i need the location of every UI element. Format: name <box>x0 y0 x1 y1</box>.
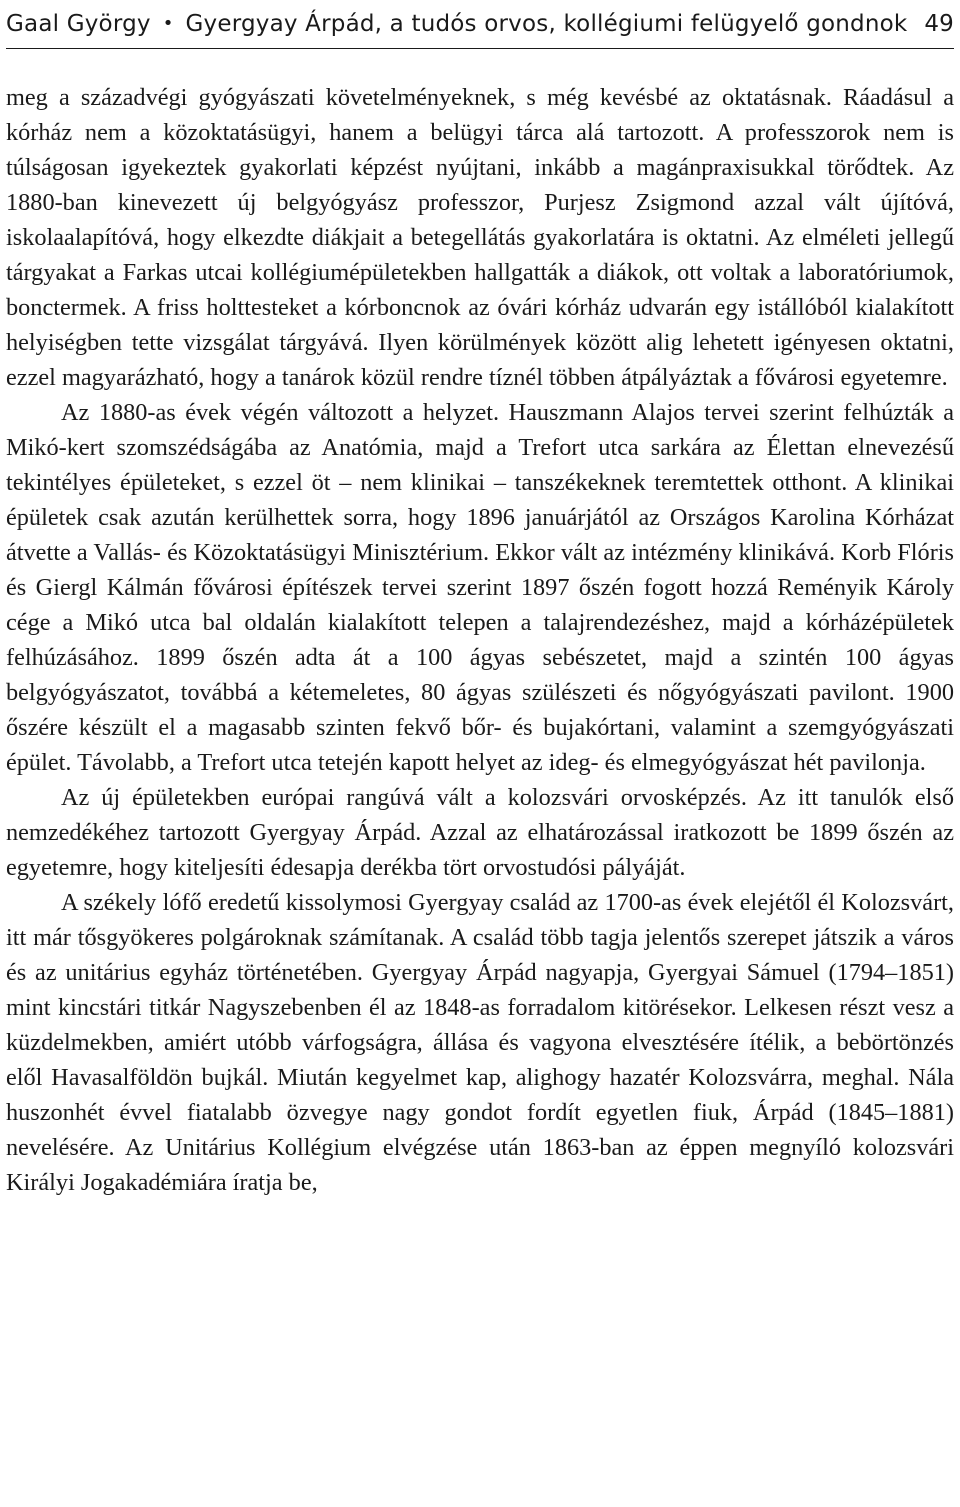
paragraph: meg a századvégi gyógyászati követelményeknek, s még kevésbé az oktatásnak. Ráadásul a kórház nem a közoktatásügyi, hanem a belügyi tárca alá tartozott. A professzorok nem is túlságosan igyekeztek gyakorlati képzést nyújtani, inkább a magánpraxisukkal törődtek. Az 1880-ban kinevezett új belgyógyász professzor, Purjesz Zsigmond azzal vált újítóvá, iskolaalapítóvá, hogy elkezdte diákjait a betegellátás gyakorlatára is oktatni. Az elméleti jellegű tárgyakat a Farkas utcai kollégiumépületekben hallgatták a diákok, ott voltak a laboratóriumok, bonctermek. A friss holttesteket a kórboncnok az óvári kórház udvarán egy istállóból kialakított helyiségben tette vizsgálat tárgyává. Ilyen körülmények között alig lehetett igényesen oktatni, ezzel magyarázható, hogy a tanárok közül rendre tíznél többen átpályáztak a fővárosi egyetemre. <box>6 84 954 391</box>
body-text <box>6 80 954 1200</box>
header-author: Gaal György <box>6 11 151 37</box>
header-rule <box>6 48 954 49</box>
page-number: 49 <box>924 11 954 37</box>
running-header <box>6 4 954 44</box>
paragraph: Az 1880-as évek végén változott a helyzet. Hauszmann Alajos tervei szerint felhúzták a Mikó-kert szomszédságába az Anatómia, majd a Trefort utca sarkára az Élettan elnevezésű tekintélyes épületeket, s ezzel öt – nem klinikai – tanszékeknek teremtettek otthont. A klinikai épületek csak azután kerülhettek sorra, hogy 1896 januárjától az Országos Karolina Kórházat átvette a Vallás- és Közoktatásügyi Minisztérium. Ekkor vált az intézmény klinikává. Korb Flóris és Giergl Kálmán fővárosi építészek tervei szerint 1897 őszén fogott hozzá Reményik Károly cége a Mikó utca bal oldalán kialakított telepen a talajrendezéshez, majd a kórházépületek felhúzásához. 1899 őszén adta át a 100 ágyas sebészetet, majd a szintén 100 ágyas belgyógyászatot, továbbá a kétemeletes, 80 ágyas szülészeti és nőgyógyászati pavilont. 1900 őszére készült el a magasabb szinten fekvő bőr- és bujakórtani, valamint a szemgyógyászati épület. Távolabb, a Trefort utca tetején kapott helyet az ideg- és elmegyógyászat hét pavilonja. <box>6 399 954 776</box>
paragraph: A székely lófő eredetű kissolymosi Gyergyay család az 1700-as évek elejétől él Kolozsvárt, itt már tősgyökeres polgároknak számítanak. A család több tagja jelentős szerepet játszik a város és az unitárius egyház történetében. Gyergyay Árpád nagyapja, Gyergyai Sámuel (1794–1851) mint kincstári titkár Nagyszebenben él az 1848-as forradalom kitörésekor. Lelkesen részt vesz a küzdelmekben, amiért utóbb várfogságra, állása és vagyona elvesztésére ítélik, a bebörtönzés elől Havasalföldön bujkál. Miután kegyelmet kap, alighogy hazatér Kolozsvárra, meghal. Nála huszonhét évvel fiatalabb özvegye nagy gondot fordít egyetlen fiuk, Árpád (1845–1881) nevelésére. Az Unitárius Kollégium elvégzése után 1863-ban az éppen megnyíló kolozsvári Királyi Jogakadémiára íratja be, <box>6 889 954 1196</box>
header-chapter-title: Gyergyay Árpád, a tudós orvos, kollégiumi felügyelő gondnok <box>185 11 908 37</box>
paragraph: Az új épületekben európai rangúvá vált a kolozsvári orvosképzés. Az itt tanulók első nemzedékéhez tartozott Gyergyay Árpád. Azzal az elhatározással iratkozott be 1899 őszén az egyetemre, hogy kiteljesíti édesapja derékba tört orvostudósi pályáját. <box>6 784 954 881</box>
header-bullet: • <box>162 12 174 34</box>
running-header-title <box>6 11 907 37</box>
